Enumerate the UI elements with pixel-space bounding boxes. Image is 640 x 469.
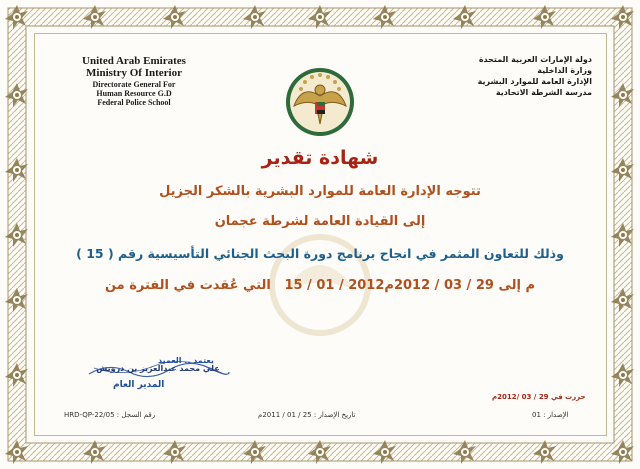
certificate-title: شهادة تقدير	[261, 147, 379, 169]
country-name-ar: دولة الإمارات العربية المتحدة	[478, 55, 592, 64]
recipient-line: إلى القيادة العامة لشرطة عجمان	[214, 214, 426, 229]
footer-version: الإصدار : 01	[532, 411, 569, 419]
directorate-line2-en: Human Resource G.D	[96, 89, 172, 98]
signatory-name: علي محمد عبدالعزيز بن درويش	[96, 364, 220, 373]
period-dates: 15 / 01 / 2012م إلى 29 / 03 / 2012م	[284, 278, 536, 293]
country-name-en: United Arab Emirates	[82, 55, 186, 67]
issued-date: حررت في 29 / 03 /2012م	[492, 393, 586, 401]
header-english	[58, 55, 210, 107]
footer-register-number: HRD-QP-22/05 : رقم السجل	[64, 411, 156, 419]
falcon-emblem-icon	[284, 66, 356, 138]
ministry-name-ar: وزارة الداخلية	[537, 66, 592, 75]
footer-issue-date: تاريخ الإصدار : 25 / 01 / 2011م	[258, 411, 356, 419]
gratitude-line: تتوجه الإدارة العامة للموارد البشرية بالشكر الجزيل	[159, 184, 481, 199]
signatory-role: المدير العام	[113, 380, 165, 390]
signature-prefix: يعتمد .. العميد	[158, 356, 214, 365]
period-line	[40, 278, 600, 293]
directorate-line1-en: Directorate General For	[92, 80, 176, 89]
header-arabic	[442, 54, 592, 98]
directorate-name-ar: الإدارة العامة للموارد البشرية	[477, 77, 592, 86]
period-text: التي عُقدت في الفترة من	[104, 278, 271, 293]
reason-line: وذلك للتعاون المثمر في انجاح برنامج دورة البحث الجنائي التأسيسية رقم ( 15 )	[76, 246, 564, 261]
school-name-en: Federal Police School	[97, 98, 171, 107]
ministry-name-en: Ministry Of Interior	[86, 67, 182, 79]
school-name-ar: مدرسة الشرطة الاتحادية	[495, 88, 592, 97]
